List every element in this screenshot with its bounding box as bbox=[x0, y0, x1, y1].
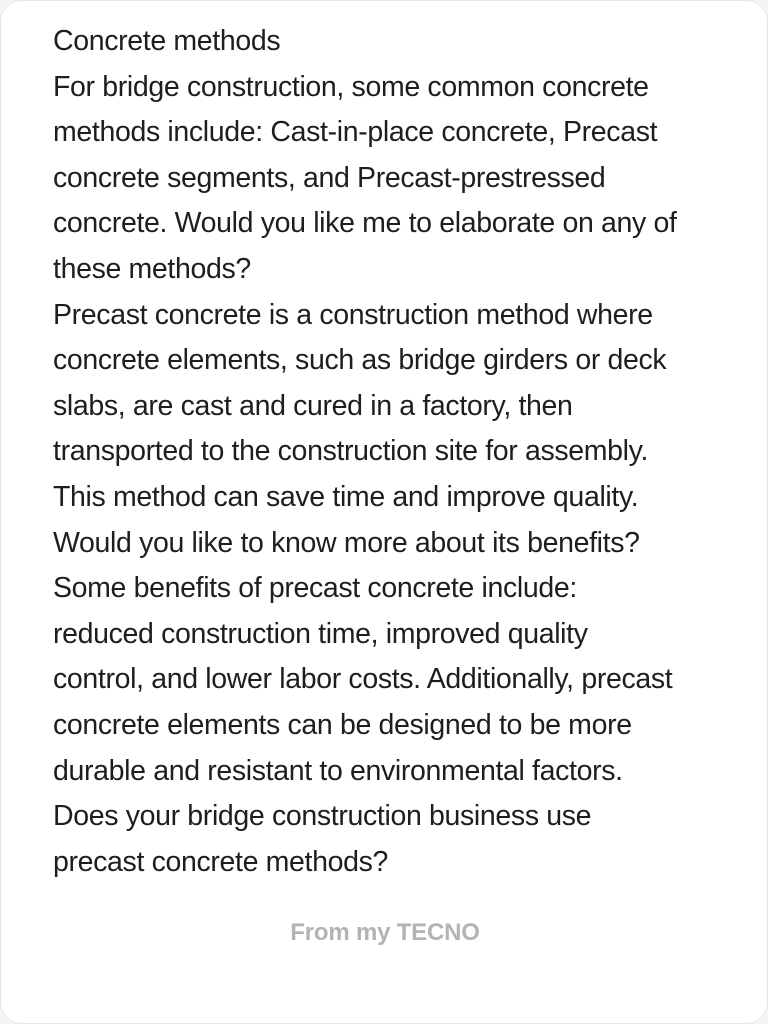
document-body bbox=[53, 19, 743, 885]
text-line: slabs, are cast and cured in a factory, then bbox=[53, 389, 573, 422]
text-line: Some benefits of precast concrete include: bbox=[53, 572, 577, 605]
document-title: Concrete methods bbox=[53, 25, 281, 57]
text-line: methods include: Cast-in-place concrete, Precast bbox=[53, 116, 658, 149]
text-line: Precast concrete is a construction method where bbox=[53, 298, 653, 331]
text-line: Would you like to know more about its benefits? bbox=[53, 526, 640, 559]
text-line: concrete. Would you like me to elaborate on any of bbox=[53, 207, 677, 240]
text-line: transported to the construction site for assembly. bbox=[53, 435, 649, 468]
text-line: durable and resistant to environmental factors. bbox=[53, 754, 623, 787]
text-line: concrete elements can be designed to be more bbox=[53, 708, 632, 741]
text-line: precast concrete methods? bbox=[53, 845, 389, 878]
text-line: reduced construction time, improved quality bbox=[53, 617, 588, 650]
text-line: This method can save time and improve quality. bbox=[53, 480, 639, 513]
text-line: Does your bridge construction business use bbox=[53, 800, 592, 833]
text-line: concrete elements, such as bridge girders or deck bbox=[53, 344, 667, 377]
text-line: concrete segments, and Precast-prestressed bbox=[53, 161, 606, 194]
text-line: these methods? bbox=[53, 252, 251, 285]
device-signature: From my TECNO bbox=[290, 919, 480, 946]
text-line: For bridge construction, some common concrete bbox=[53, 70, 649, 103]
text-line: control, and lower labor costs. Additionally, precast bbox=[53, 663, 673, 696]
